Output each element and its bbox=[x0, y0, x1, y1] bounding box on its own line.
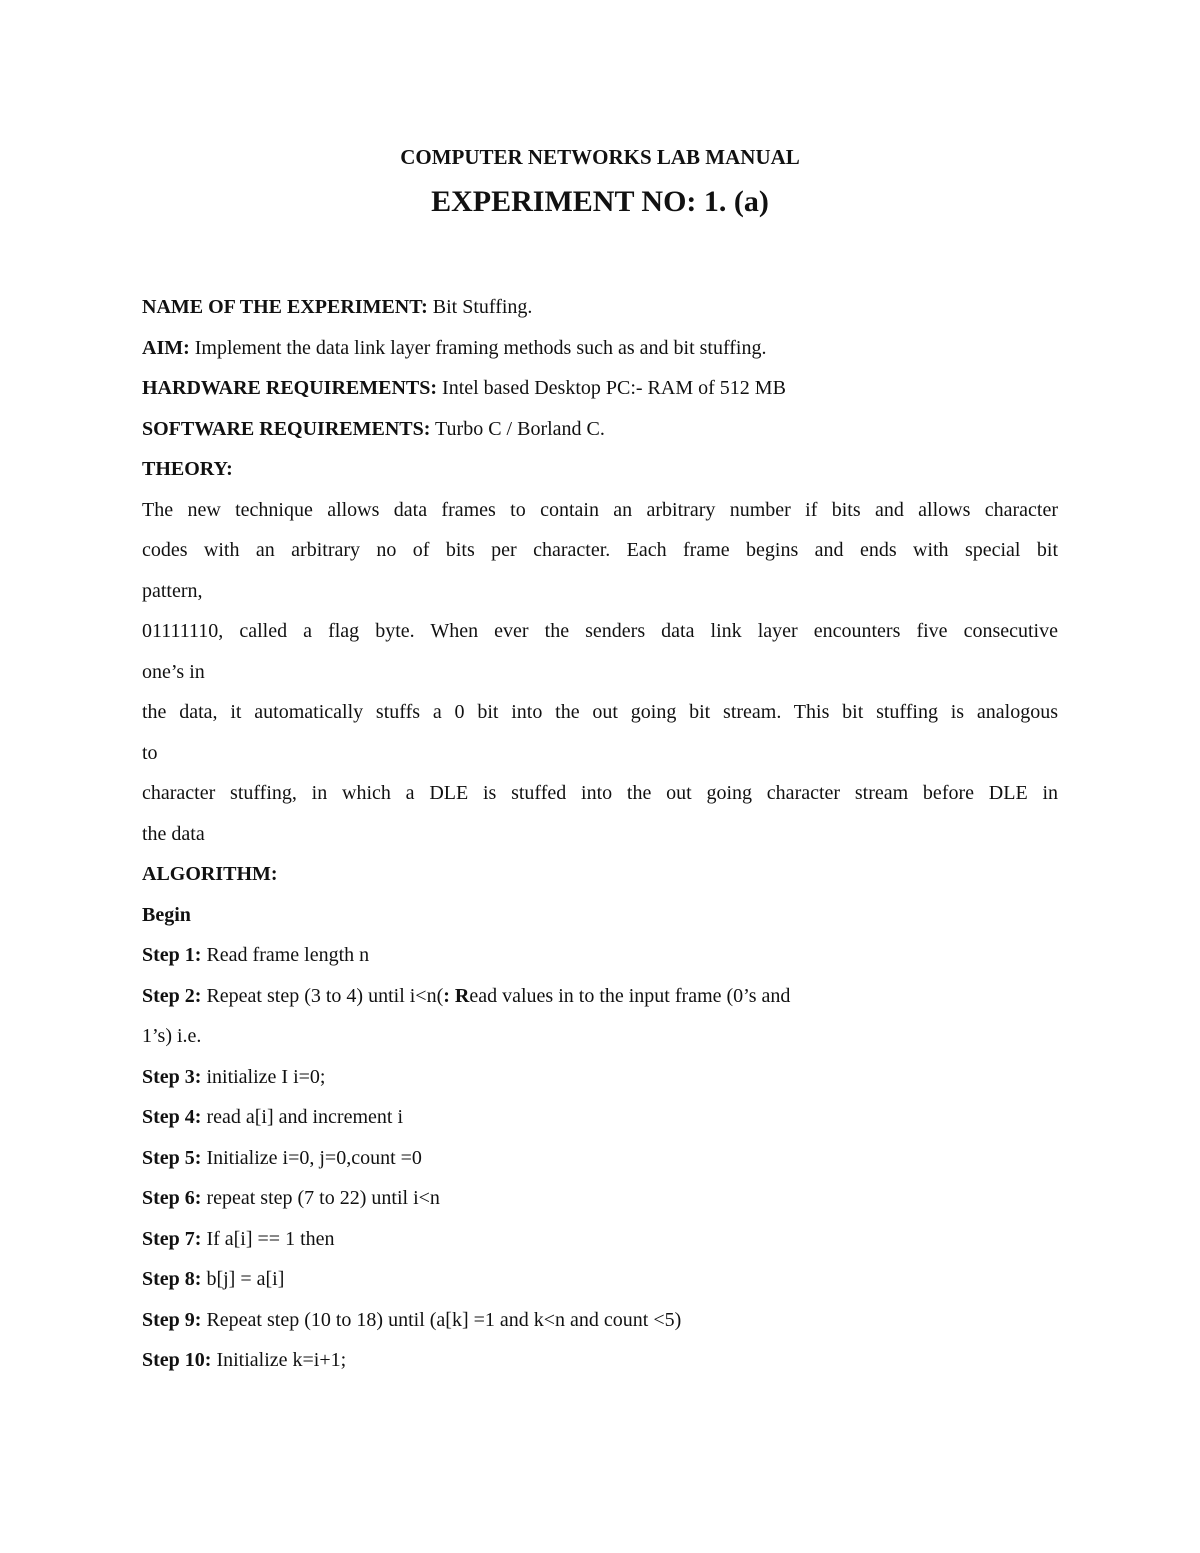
step-text: b[j] = a[i] bbox=[201, 1268, 285, 1290]
step-text: Read frame length n bbox=[201, 944, 370, 966]
step-text-rest: ead values in to the input frame (0’s and bbox=[469, 984, 791, 1007]
step-text: initialize I i=0; bbox=[201, 1065, 326, 1088]
theory-line: one’s in bbox=[142, 660, 205, 683]
step-text: repeat step (7 to 22) until i<n bbox=[201, 1187, 440, 1209]
step-label: Step 4: bbox=[142, 1106, 202, 1128]
algorithm-step bbox=[142, 1178, 1058, 1219]
theory-line: to bbox=[142, 741, 158, 764]
step-label: Step 5: bbox=[142, 1146, 202, 1169]
hardware-line bbox=[142, 368, 1058, 409]
software-label: SOFTWARE REQUIREMENTS: bbox=[142, 417, 431, 440]
theory-line: the data, it automatically stuffs a 0 bit into the out going bit stream. This bit stuffing is analogous bbox=[142, 701, 1058, 723]
algorithm-step bbox=[142, 1340, 1058, 1381]
step-text: Repeat step (3 to 4) until i<n( bbox=[201, 984, 444, 1007]
theory-line: codes with an arbitrary no of bits per character. Each frame begins and ends with special bit bbox=[142, 539, 1058, 561]
aim-line bbox=[142, 328, 1058, 369]
theory-line: the data bbox=[142, 822, 205, 845]
hardware-value: Intel based Desktop PC:- RAM of 512 MB bbox=[437, 377, 786, 399]
step-text: Initialize i=0, j=0,count =0 bbox=[201, 1146, 422, 1169]
algorithm-step bbox=[142, 1219, 1058, 1260]
step-label: Step 8: bbox=[142, 1268, 202, 1290]
algorithm-step bbox=[142, 1057, 1058, 1098]
algorithm-step bbox=[142, 1097, 1058, 1138]
algorithm-step bbox=[142, 976, 1058, 1017]
hardware-label: HARDWARE REQUIREMENTS: bbox=[142, 377, 438, 399]
software-line bbox=[142, 409, 1058, 450]
experiment-number: EXPERIMENT NO: 1. (a) bbox=[431, 185, 769, 218]
experiment-name-label: NAME OF THE EXPERIMENT: bbox=[142, 296, 428, 318]
step-label: Step 6: bbox=[142, 1187, 202, 1209]
step-text: Repeat step (10 to 18) until (a[k] =1 and k<n and count <5) bbox=[201, 1308, 682, 1331]
algorithm-step-continuation: 1’s) i.e. bbox=[142, 1025, 202, 1047]
software-value: Turbo C / Borland C. bbox=[430, 417, 605, 440]
aim-value: Implement the data link layer framing methods such as and bit stuffing. bbox=[189, 336, 767, 359]
algorithm-step bbox=[142, 1138, 1058, 1179]
theory-line: 01111110, called a flag byte. When ever the senders data link layer encounters five consecutive bbox=[142, 620, 1058, 642]
algorithm-begin: Begin bbox=[142, 903, 191, 926]
theory-line: pattern, bbox=[142, 579, 203, 602]
step-text-bold: : R bbox=[443, 984, 470, 1007]
step-label: Step 3: bbox=[142, 1065, 202, 1088]
step-label: Step 2: bbox=[142, 984, 202, 1007]
theory-line: character stuffing, in which a DLE is stuffed into the out going character stream before DLE in bbox=[142, 782, 1058, 804]
step-label: Step 10: bbox=[142, 1349, 212, 1371]
step-text: read a[i] and increment i bbox=[201, 1106, 404, 1128]
aim-label: AIM: bbox=[142, 336, 190, 359]
theory-heading: THEORY: bbox=[142, 458, 233, 480]
experiment-name-value: Bit Stuffing. bbox=[427, 296, 533, 318]
manual-title: COMPUTER NETWORKS LAB MANUAL bbox=[400, 145, 800, 169]
algorithm-step bbox=[142, 1300, 1058, 1341]
step-text: Initialize k=i+1; bbox=[211, 1349, 347, 1371]
experiment-name-line bbox=[142, 287, 1058, 328]
algorithm-step bbox=[142, 1259, 1058, 1300]
step-text: If a[i] == 1 then bbox=[201, 1227, 335, 1250]
theory-line: The new technique allows data frames to contain an arbitrary number if bits and allows character bbox=[142, 498, 1058, 521]
algorithm-heading: ALGORITHM: bbox=[142, 863, 278, 885]
step-label: Step 1: bbox=[142, 944, 202, 966]
algorithm-step bbox=[142, 935, 1058, 976]
step-label: Step 9: bbox=[142, 1308, 202, 1331]
document-body bbox=[142, 287, 1058, 1381]
step-label: Step 7: bbox=[142, 1227, 202, 1250]
